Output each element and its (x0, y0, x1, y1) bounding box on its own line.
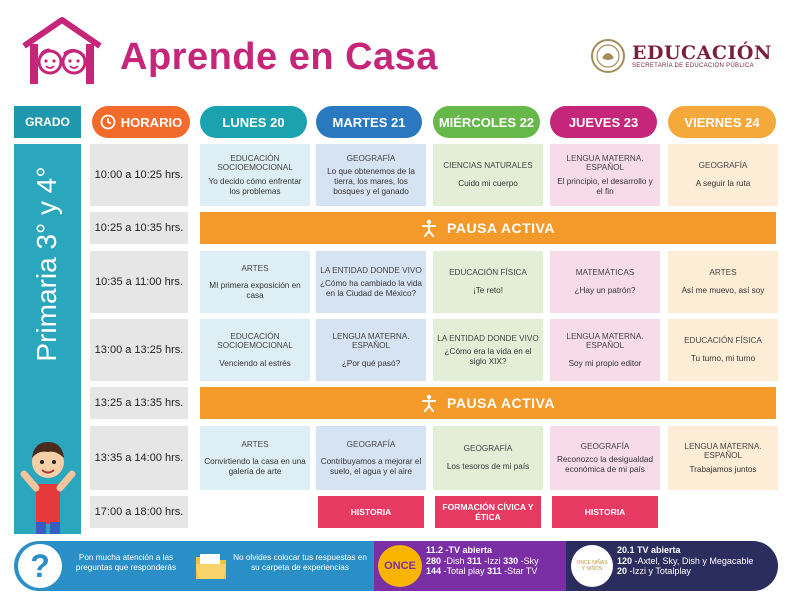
class-subject: EDUCACIÓN SOCIOEMOCIONAL (217, 331, 293, 351)
time-slot-3: 13:00 a 13:25 hrs. (90, 319, 188, 381)
pausa-activa-banner (200, 387, 776, 419)
class-cell (433, 426, 543, 490)
time-slot-2: 10:35 a 11:00 hrs. (90, 251, 188, 313)
class-cell (550, 144, 660, 206)
grade-band (14, 144, 81, 534)
header-day-jueves: JUEVES 23 (550, 106, 657, 138)
class-subject: EDUCACIÓN SOCIOEMOCIONAL (217, 153, 293, 173)
time-pausa-2: 13:25 a 13:35 hrs. (90, 387, 188, 419)
class-subject: LENGUA MATERNA. ESPAÑOL (566, 153, 644, 173)
channel-line-1: 120 -Axtel, Sky, Dish y Megacable (617, 555, 754, 566)
header-day-martes: MARTES 21 (316, 106, 422, 138)
header-day-miercoles: MIÉRCOLES 22 (433, 106, 540, 138)
class-topic: Venciendo al estrés (219, 358, 291, 368)
class-topic: Cuido mi cuerpo (458, 179, 518, 188)
evening-class-cell: HISTORIA (318, 496, 424, 528)
time-slot-5: 17:00 a 18:00 hrs. (90, 496, 188, 528)
class-subject: EDUCACIÓN FÍSICA (449, 268, 527, 278)
class-topic: ¿Cómo ha cambiado la vida en la Ciudad de México? (320, 279, 422, 298)
header-horario-label: HORARIO (120, 114, 183, 130)
class-cell (668, 319, 778, 381)
class-topic: ¿Hay un patrón? (574, 286, 636, 295)
class-topic: Reconozco la desigualdad económica de mi país (556, 455, 654, 474)
class-subject: LENGUA MATERNA. ESPAÑOL (332, 331, 410, 351)
class-cell (668, 144, 778, 206)
class-topic: Contribuyamos a mejorar el suelo, el agua y el aire (320, 457, 422, 476)
class-topic: Soy mi propio editor (568, 358, 642, 368)
class-topic: Yo decido cómo enfrentar los problemas (208, 177, 302, 196)
question-mark-icon: ? (18, 544, 62, 588)
class-subject: GEOGRAFÍA (463, 444, 513, 454)
class-cell (550, 251, 660, 313)
channel-head: 11.2 -TV abierta (426, 545, 493, 555)
header-day-lunes: LUNES 20 (200, 106, 307, 138)
class-topic: Trabajamos juntos (689, 464, 757, 474)
header-day-viernes: VIERNES 24 (668, 106, 776, 138)
class-cell (433, 319, 543, 381)
class-cell (668, 251, 778, 313)
exercise-figure-icon (421, 394, 437, 412)
evening-class-cell: HISTORIA (552, 496, 658, 528)
channel-head: 20.1 TV abierta (617, 545, 681, 555)
channel-line-2: 20 -Izzi y Totalplay (617, 566, 691, 576)
boy-illustration-icon (16, 414, 80, 534)
grade-label: Primaria 3° y 4° (31, 166, 62, 362)
class-subject: ARTES (709, 268, 737, 278)
channel-line-2: 144 -Total play 311 -Star TV (426, 566, 538, 576)
class-subject: GEOGRAFÍA (698, 161, 748, 171)
header-horario (92, 106, 190, 138)
class-cell (200, 426, 310, 490)
footer-tip-2: No olvides colocar tus respuestas en su carpeta de experiencias (233, 553, 367, 572)
class-subject: CIENCIAS NATURALES (443, 161, 533, 171)
exercise-figure-icon (421, 219, 437, 237)
coat-of-arms-icon (590, 38, 626, 74)
class-subject: EDUCACIÓN FÍSICA (684, 336, 762, 346)
class-topic: Así me muevo, así soy (681, 286, 765, 295)
canal-20-logo: ONCE NIÑAS Y NIÑOS (571, 545, 613, 587)
pausa-label: PAUSA ACTIVA (447, 395, 555, 411)
class-subject: LA ENTIDAD DONDE VIVO (437, 333, 539, 343)
house-logo-icon (18, 16, 106, 88)
clock-icon (100, 114, 116, 130)
class-topic: ¡Te reto! (472, 286, 504, 295)
class-subject: LENGUA MATERNA. ESPAÑOL (566, 331, 644, 351)
class-cell (433, 144, 543, 206)
class-cell (668, 426, 778, 490)
class-topic: A seguir la ruta (695, 179, 751, 188)
channel-line-1: 280 -Dish 311 -Izzi 330 -Sky (426, 555, 539, 566)
footer-tip-1: Pon mucha atención a las preguntas que responderás (75, 553, 177, 572)
pausa-activa-banner (200, 212, 776, 244)
class-cell (316, 319, 426, 381)
class-subject: LA ENTIDAD DONDE VIVO (320, 265, 422, 275)
class-subject: ARTES (241, 439, 269, 449)
class-cell (550, 426, 660, 490)
class-topic: Tu turno, mi turno (690, 354, 756, 363)
time-pausa-1: 10:25 a 10:35 hrs. (90, 212, 188, 244)
folder-icon (194, 551, 228, 581)
channels-20 (617, 545, 753, 577)
pausa-label: PAUSA ACTIVA (447, 220, 555, 236)
brand-title: EDUCACIÓN (632, 42, 772, 64)
once-logo: ONCE (378, 545, 422, 587)
page-title: Aprende en Casa (120, 36, 438, 78)
time-slot-1: 10:00 a 10:25 hrs. (90, 144, 188, 206)
class-topic: Convirtiendo la casa en una galería de arte (204, 457, 306, 476)
class-topic: Lo que obtenemos de la tierra, los mares, los bosques y el ganado (327, 167, 415, 196)
class-cell (433, 251, 543, 313)
class-subject: GEOGRAFÍA (346, 439, 396, 449)
class-topic: ¿Cómo era la vida en el siglo XIX? (444, 347, 532, 366)
class-subject: MATEMÁTICAS (575, 268, 635, 278)
class-cell (316, 251, 426, 313)
class-subject: LENGUA MATERNA. ESPAÑOL (684, 441, 762, 461)
class-cell (200, 144, 310, 206)
class-subject: GEOGRAFÍA (346, 153, 396, 163)
class-topic: El principio, el desarrollo y el fin (557, 177, 653, 196)
class-topic: MI primera exposición en casa (209, 281, 301, 300)
class-topic: Los tesoros de mi país (446, 462, 530, 471)
header-grado: GRADO (14, 106, 81, 138)
channels-once (426, 545, 539, 577)
class-subject: GEOGRAFÍA (580, 441, 630, 451)
class-subject: ARTES (241, 263, 269, 273)
evening-class-cell: FORMACIÓN CÍVICA Y ÉTICA (435, 496, 541, 528)
brand-subtitle: SECRETARÍA DE EDUCACIÓN PÚBLICA (632, 63, 754, 69)
class-cell (200, 251, 310, 313)
time-slot-4: 13:35 a 14:00 hrs. (90, 426, 188, 490)
class-topic: ¿Por qué pasó? (341, 358, 401, 368)
sep-brand (590, 38, 772, 74)
class-cell (316, 426, 426, 490)
class-cell (550, 319, 660, 381)
class-cell (316, 144, 426, 206)
class-cell (200, 319, 310, 381)
